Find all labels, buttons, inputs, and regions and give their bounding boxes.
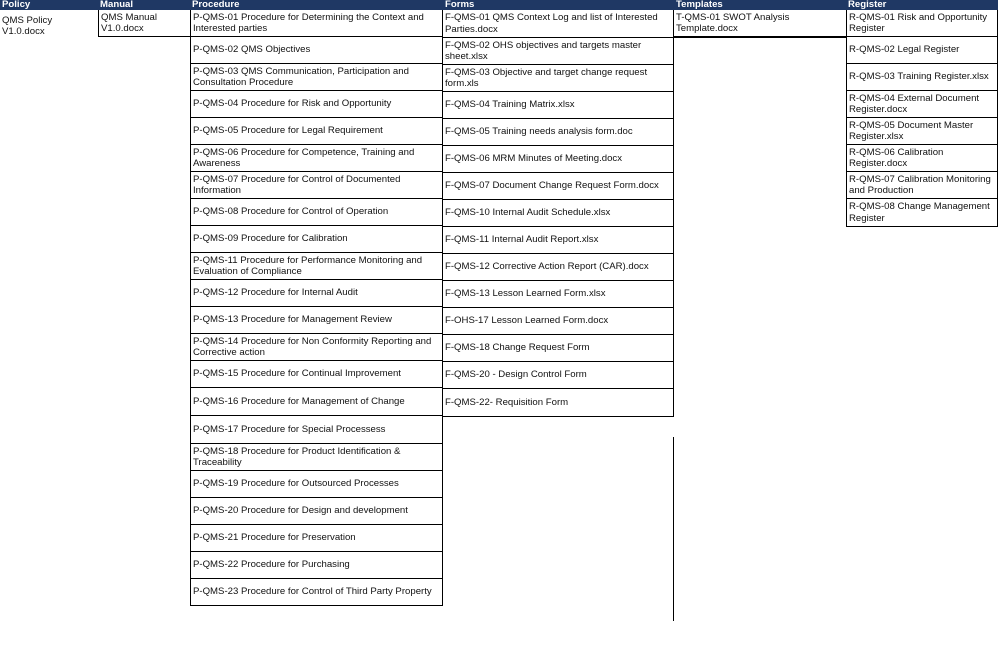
register-item[interactable]: R-QMS-02 Legal Register [847,37,997,64]
procedure-item[interactable]: P-QMS-15 Procedure for Continual Improvement [191,361,442,388]
register-item[interactable]: R-QMS-07 Calibration Monitoring and Production [847,172,997,199]
forms-item[interactable]: F-QMS-01 QMS Context Log and list of Interested Parties.docx [443,10,673,38]
procedure-item[interactable]: P-QMS-01 Procedure for Determining the Context and Interested parties [191,10,442,37]
procedure-column [190,0,443,606]
procedure-item[interactable]: P-QMS-03 QMS Communication, Participation and Consultation Procedure [191,64,442,91]
manual-item[interactable]: QMS Manual V1.0.docx [101,11,157,34]
procedure-item[interactable]: P-QMS-02 QMS Objectives [191,37,442,64]
forms-item[interactable]: F-QMS-12 Corrective Action Report (CAR).docx [443,254,673,281]
forms-item[interactable]: F-QMS-10 Internal Audit Schedule.xlsx [443,200,673,227]
register-item[interactable]: R-QMS-03 Training Register.xlsx [847,64,997,91]
register-list [846,10,998,227]
forms-item[interactable]: F-QMS-05 Training needs analysis form.doc [443,119,673,146]
manual-header: Manual [98,0,190,10]
forms-item[interactable]: F-QMS-13 Lesson Learned Form.xlsx [443,281,673,308]
procedure-item[interactable]: P-QMS-06 Procedure for Competence, Training and Awareness [191,145,442,172]
policy-column [0,0,98,39]
procedure-item[interactable]: P-QMS-19 Procedure for Outsourced Processes [191,471,442,498]
templates-header: Templates [674,0,846,10]
manual-column [98,0,190,37]
procedure-item[interactable]: P-QMS-09 Procedure for Calibration [191,226,442,253]
register-column [846,0,998,227]
forms-item[interactable]: F-QMS-02 OHS objectives and targets master sheet.xlsx [443,38,673,65]
templates-column [674,0,846,38]
register-item[interactable]: R-QMS-06 Calibration Register.docx [847,145,997,172]
procedure-item[interactable]: P-QMS-18 Procedure for Product Identification & Traceability [191,444,442,471]
forms-item[interactable]: F-QMS-06 MRM Minutes of Meeting.docx [443,146,673,173]
policy-item[interactable]: QMS Policy V1.0.docx [2,14,53,37]
register-item[interactable]: R-QMS-05 Document Master Register.xlsx [847,118,997,145]
procedure-item[interactable]: P-QMS-17 Procedure for Special Processess [191,416,442,444]
register-item[interactable]: R-QMS-01 Risk and Opportunity Register [847,10,997,37]
procedure-item[interactable]: P-QMS-22 Procedure for Purchasing [191,552,442,579]
policy-header: Policy [0,0,98,10]
procedure-list [190,10,443,606]
procedure-item[interactable]: P-QMS-07 Procedure for Control of Documented Information [191,172,442,199]
procedure-item[interactable]: P-QMS-16 Procedure for Management of Change [191,388,442,416]
forms-item[interactable]: F-QMS-11 Internal Audit Report.xlsx [443,227,673,254]
procedure-item[interactable]: P-QMS-04 Procedure for Risk and Opportunity [191,91,442,118]
forms-item[interactable]: F-QMS-20 - Design Control Form [443,362,673,389]
forms-column [443,0,674,417]
forms-item[interactable]: F-QMS-22- Requisition Form [445,396,569,408]
procedure-item[interactable]: P-QMS-23 Procedure for Control of Third Party Property [193,586,432,598]
register-item[interactable]: R-QMS-08 Change Management Register [849,201,990,224]
templates-item[interactable]: T-QMS-01 SWOT Analysis Template.docx [674,10,846,37]
forms-column-extension [443,437,674,621]
procedure-item[interactable]: P-QMS-20 Procedure for Design and development [191,498,442,525]
forms-item[interactable]: F-QMS-07 Document Change Request Form.docx [443,173,673,200]
forms-item[interactable]: F-QMS-03 Objective and target change request form.xls [443,65,673,92]
forms-item[interactable]: F-OHS-17 Lesson Learned Form.docx [443,308,673,335]
procedure-item[interactable]: P-QMS-21 Procedure for Preservation [191,525,442,552]
procedure-item[interactable]: P-QMS-14 Procedure for Non Conformity Reporting and Corrective action [191,334,442,361]
procedure-item[interactable]: P-QMS-08 Procedure for Control of Operation [191,199,442,226]
procedure-item[interactable]: P-QMS-05 Procedure for Legal Requirement [191,118,442,145]
forms-header: Forms [443,0,674,10]
procedure-item[interactable]: P-QMS-11 Procedure for Performance Monitoring and Evaluation of Compliance [191,253,442,280]
register-item[interactable]: R-QMS-04 External Document Register.docx [847,91,997,118]
procedure-header: Procedure [190,0,443,10]
register-header: Register [846,0,998,10]
forms-list [443,10,674,417]
forms-item[interactable]: F-QMS-18 Change Request Form [443,335,673,362]
forms-item[interactable]: F-QMS-04 Training Matrix.xlsx [443,92,673,119]
procedure-item[interactable]: P-QMS-13 Procedure for Management Review [191,307,442,334]
procedure-item[interactable]: P-QMS-12 Procedure for Internal Audit [191,280,442,307]
